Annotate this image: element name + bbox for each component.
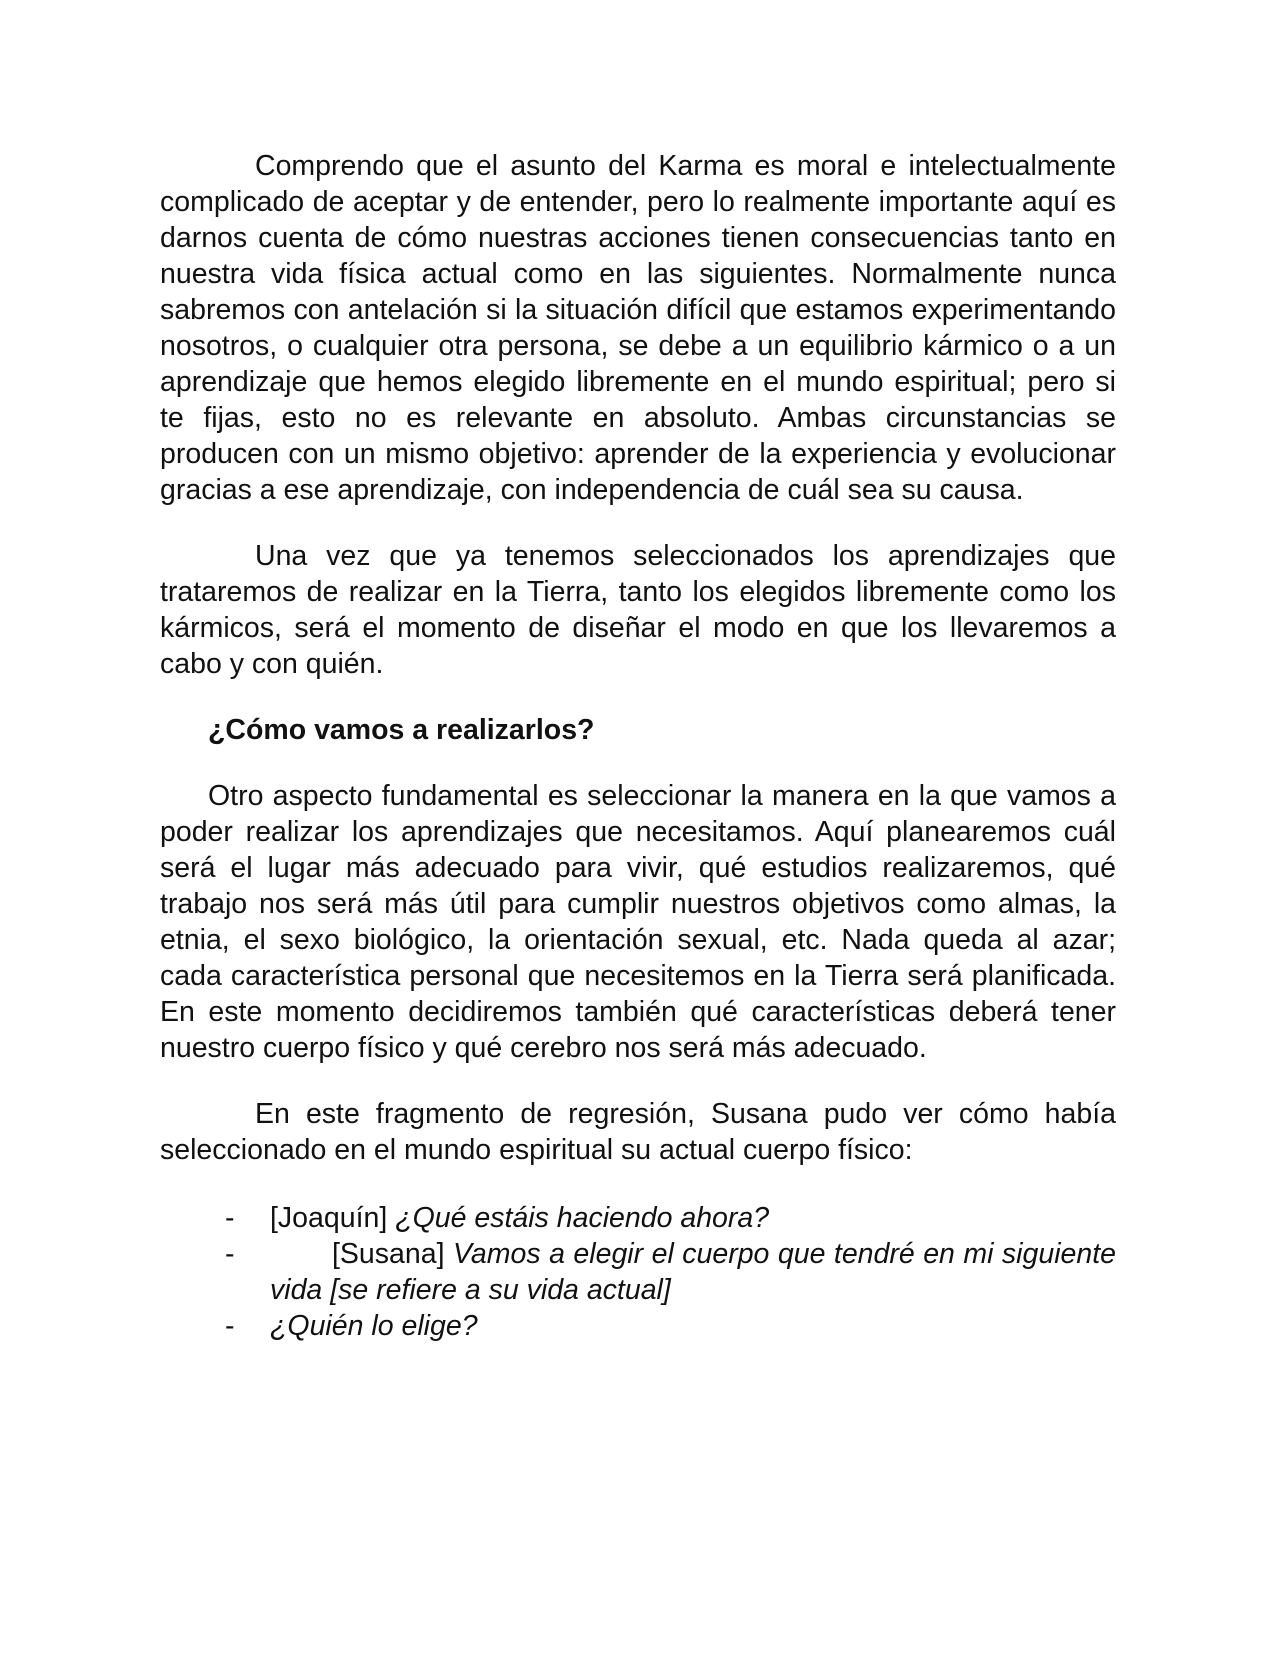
dialog-item-joaquin	[160, 1200, 1116, 1236]
dialog-list	[160, 1200, 1116, 1344]
dialog-dash: -	[225, 1310, 235, 1342]
dialog-line: Vamos a elegir el cuerpo que tendré en mi siguiente vida [se refiere a su vida actual]	[270, 1238, 1116, 1306]
paragraph-otro-aspecto: Otro aspecto fundamental es seleccionar la manera en la que vamos a poder realizar los aprendizajes que necesitamos. Aquí planearemos cuál será el lugar más adecuado para vivir, qué estudios realizaremos, qué trabajo nos será más útil para cumplir nuestros objetivos como almas, la etnia, el sexo biológico, la orientación sexual, etc. Nada queda al azar; cada característica personal que necesitemos en la Tierra será planificada. En este momento decidiremos también qué características deberá tener nuestro cuerpo físico y qué cerebro nos será más adecuado.	[160, 780, 1116, 1064]
dialog-dash: -	[225, 1202, 235, 1234]
dialog-speaker: [Joaquín]	[270, 1202, 388, 1234]
section-heading: ¿Cómo vamos a realizarlos?	[208, 714, 595, 746]
document-page	[160, 148, 1116, 1344]
dialog-text	[270, 1236, 1116, 1308]
dialog-line: ¿Quién lo elige?	[270, 1310, 478, 1342]
dialog-text	[270, 1308, 1116, 1344]
paragraph-karma: Comprendo que el asunto del Karma es moral e intelectualmente complicado de aceptar y de entender, pero lo realmente importante aquí es darnos cuenta de cómo nuestras acciones tienen consecuencias tanto en nuestra vida física actual como en las siguientes. Normalmente nunca sabremos con antelación si la situación difícil que estamos experimentando nosotros, o cualquier otra persona, se debe a un equilibrio kármico o a un aprendizaje que hemos elegido libremente en el mundo espiritual; pero si te fijas, esto no es relevante en absoluto. Ambas circunstancias se producen con un mismo objetivo: aprender de la experiencia y evolucionar gracias a ese aprendizaje, con independencia de cuál sea su causa.	[160, 150, 1116, 506]
paragraph-susana-intro: En este fragmento de regresión, Susana pudo ver cómo había seleccionado en el mundo espiritual su actual cuerpo físico:	[160, 1098, 1116, 1166]
dialog-item-question	[160, 1308, 1116, 1344]
dialog-text	[270, 1200, 1116, 1236]
dialog-speaker: [Susana]	[332, 1238, 445, 1270]
paragraph-aprendizajes: Una vez que ya tenemos seleccionados los aprendizajes que trataremos de realizar en la Tierra, tanto los elegidos libremente como los kármicos, será el momento de diseñar el modo en que los llevaremos a cabo y con quién.	[160, 540, 1116, 680]
dialog-dash: -	[225, 1238, 235, 1270]
dialog-line: ¿Qué estáis haciendo ahora?	[395, 1202, 770, 1234]
dialog-item-susana	[160, 1236, 1116, 1308]
